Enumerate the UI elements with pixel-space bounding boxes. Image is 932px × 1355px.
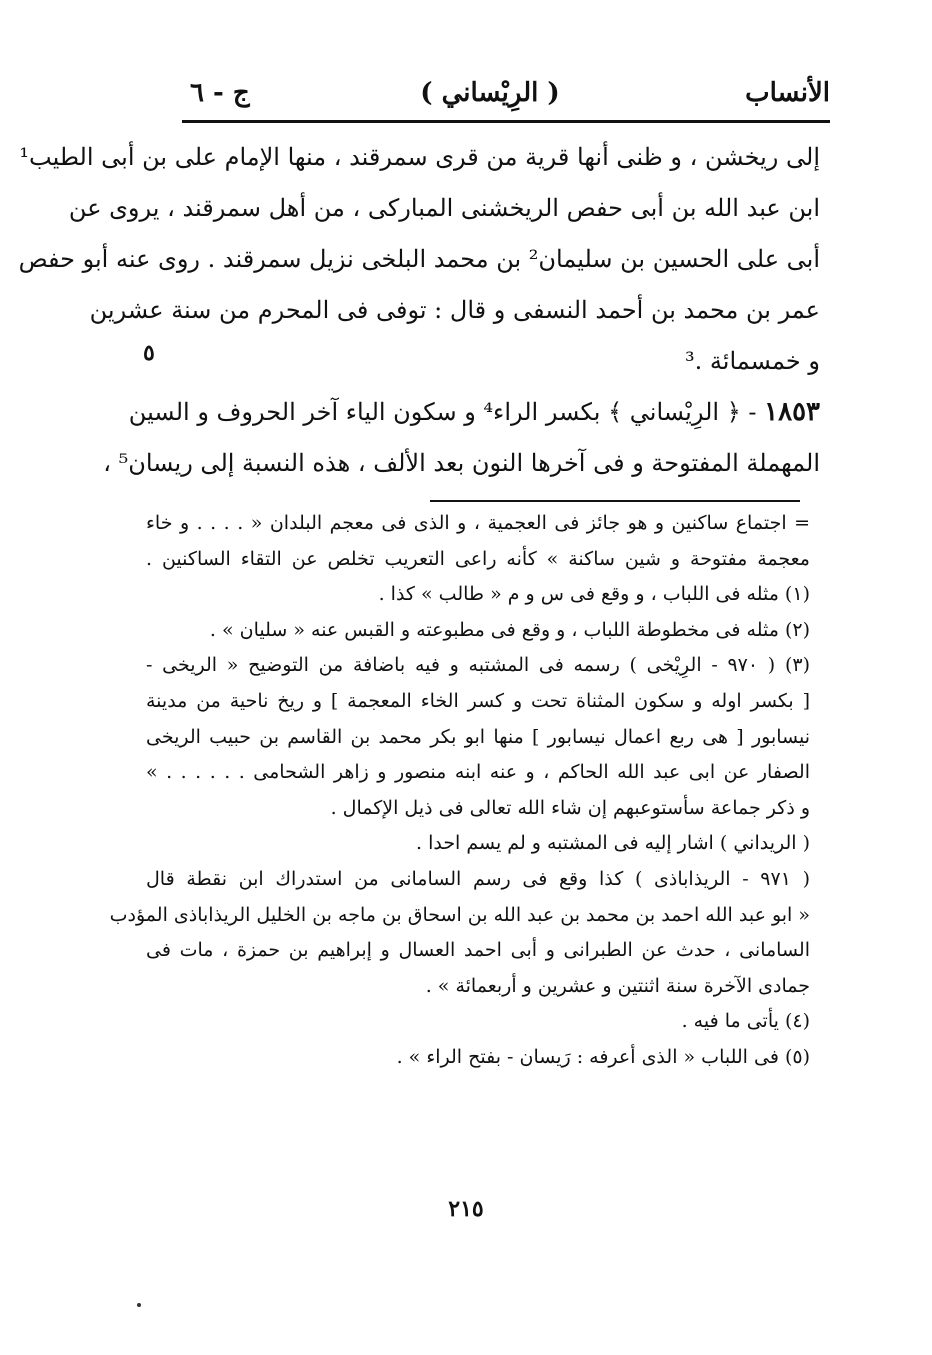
footnote-line: [ بكسر اوله و سكون المثناة تحت و كسر الخاء المعجمة ] و ريخ ناحية من مدينة <box>146 689 810 712</box>
line-number-marker: ٥ <box>143 340 155 366</box>
header-volume: ج - ٦ <box>190 78 250 108</box>
main-line: ابن عبد الله بن أبى حفص الريخشنى المباركى ، من أهل سمرقند ، يروى عن <box>68 194 820 222</box>
footnote-rule <box>430 500 800 502</box>
footnote-line: (٥) فى اللباب « الذى أعرفه : رَيسان - بفتح الراء » . <box>396 1045 810 1068</box>
running-header <box>150 72 830 116</box>
footnote-line: نيسابور [ هى ربع اعمال نيسابور ] منها ابو بكر محمد بن القاسم بن حبيب الريخى <box>146 725 810 748</box>
footnote-line: ( الريداني ) اشار إليه فى المشتبه و لم يسم احدا . <box>415 832 810 855</box>
main-line: إلى ريخشن ، و ظنى أنها قرية من قرى سمرقند ، منها الإمام على بن أبى الطيب¹ <box>19 143 820 171</box>
scan-speck <box>137 1303 141 1307</box>
footnote-line: و ذكر جماعة سأستوعبهم إن شاء الله تعالى فى ذيل الإكمال . <box>330 796 810 819</box>
header-rule <box>182 120 830 123</box>
page-number: ٢١٥ <box>448 1196 484 1222</box>
footnote-line: (٢) مثله فى مخطوطة اللباب ، و وقع فى مطبوعته و القبس عنه « سليان » . <box>209 618 810 641</box>
footnote-line: (٤) يأتى ما فيه . <box>681 1010 810 1033</box>
main-text <box>18 132 820 489</box>
header-entry-title: ( الرِيْساني ) <box>420 78 560 108</box>
footnote-line: الصفار عن ابى عبد الله الحاكم ، و عنه ابنه منصور و زاهر الشحامى . . . . . . » <box>146 761 810 784</box>
entry-number: ١٨٥٣ <box>764 397 820 427</box>
entry-heading-line <box>128 387 820 438</box>
footnote-line: « ابو عبد الله احمد بن محمد بن عبد الله بن اسحاق بن ماجه بن الخليل الريذاباذى المؤدب <box>109 903 810 926</box>
main-line: أبى على الحسين بن سليمان² بن محمد البلخى نزيل سمرقند . روى عنه أبو حفص <box>18 245 820 273</box>
main-line: المهملة المفتوحة و فى آخرها النون بعد الألف ، هذه النسبة إلى ريسان⁵ ، <box>103 449 820 477</box>
footnote-line: (٣) ( ٩٧٠ - الرِيْخى ) رسمه فى المشتبه و فيه باضافة من التوضيح « الريخى - <box>146 654 810 677</box>
footnote-line: = اجتماع ساكنين و هو جائز فى العجمية ، و الذى فى معجم البلدان « . . . . و خاء <box>146 512 810 534</box>
footnote-line: معجمة مفتوحة و شين ساكنة » كأنه راعى التعريب تخلص عن التقاء الساكنين . <box>146 547 810 570</box>
main-line: عمر بن محمد بن أحمد النسفى و قال : توفى فى المحرم من سنة عشرين <box>89 296 820 324</box>
footnote-line: (١) مثله فى اللباب ، و وقع فى س و م « طالب » كذا . <box>378 583 810 606</box>
footnotes <box>109 506 810 1076</box>
main-line: و خمسمائة .³ <box>685 347 820 375</box>
header-book-title: الأنساب <box>745 78 830 108</box>
footnote-line: ( ٩٧١ - الريذاباذى ) كذا وقع فى رسم السامانى من استدراك ابن نقطة قال <box>146 867 810 890</box>
footnote-line: جمادى الآخرة سنة اثنتين و عشرين و أربعمائة » . <box>425 974 810 997</box>
footnote-line: السامانى ، حدث عن الطبرانى و أبى احمد العسال و إبراهيم بن حمزة ، مات فى <box>146 939 810 962</box>
entry-heading-text: - ﴿ الرِيْساني ﴾ بكسر الراء⁴ و سكون الياء آخر الحروف و السين <box>128 398 757 426</box>
